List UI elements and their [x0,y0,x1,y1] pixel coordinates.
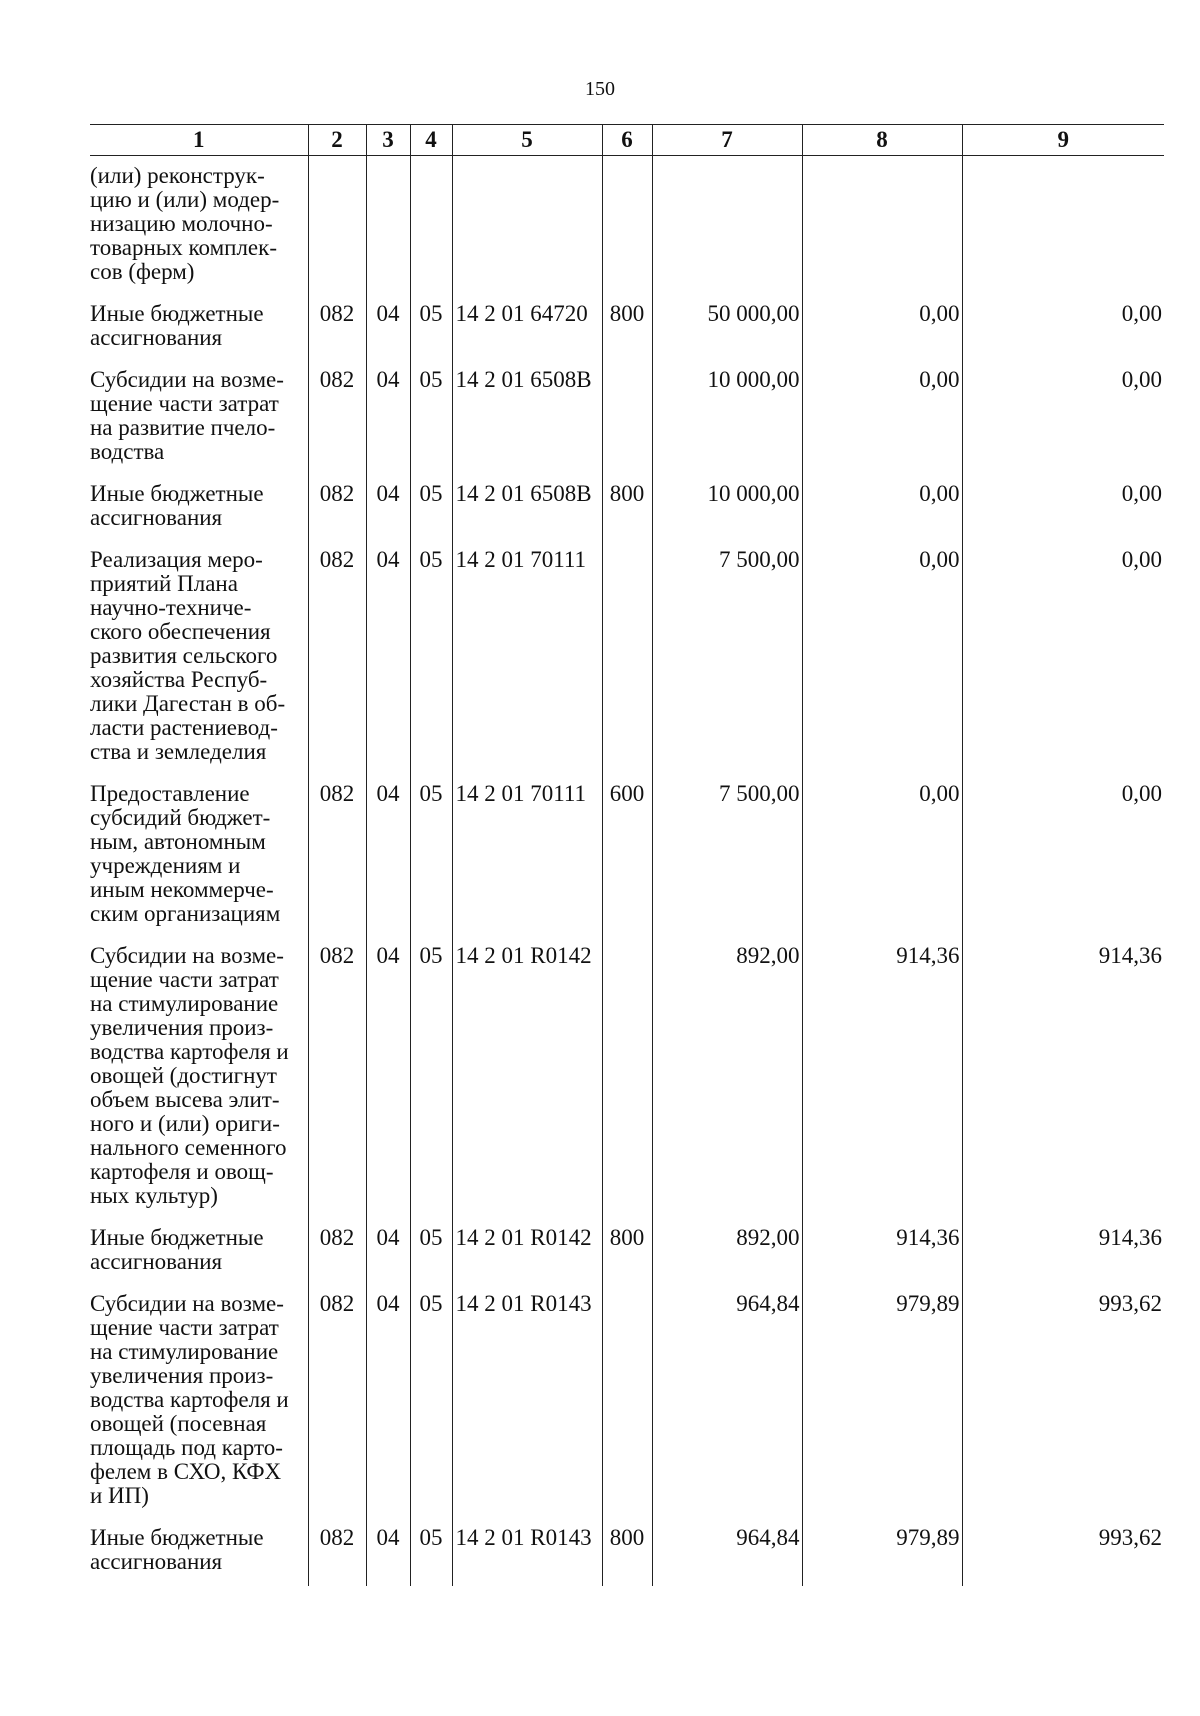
row-name-cell: Иные бюджетные ассигнования [90,1225,264,1274]
section-code-cell: 04 [366,302,410,368]
table-row [90,1292,1164,1526]
row-name-cell: Субсидии на возме- щение части затрат на развитие пчело- водства [90,367,284,464]
amount-cell-8: 0,00 [802,782,962,944]
target-article-cell: 14 2 01 6508В [452,368,602,482]
section-code-cell: 04 [366,548,410,782]
admin-code-cell: 082 [308,1226,366,1292]
column-header: 4 [410,125,452,156]
amount-cell-8: 914,36 [802,1226,962,1292]
amount-cell-7: 964,84 [652,1526,802,1586]
amount-cell-7: 7 500,00 [652,548,802,782]
expense-type-cell: 600 [602,782,652,944]
amount-cell-8: 979,89 [802,1292,962,1526]
subsection-code-cell: 05 [410,302,452,368]
header-row [90,125,1164,156]
amount-cell-7: 964,84 [652,1292,802,1526]
amount-cell-7 [652,156,802,303]
expense-type-cell: 800 [602,482,652,548]
column-header: 8 [802,125,962,156]
column-header: 1 [90,125,308,156]
amount-cell-8: 914,36 [802,944,962,1226]
amount-cell-7: 10 000,00 [652,482,802,548]
amount-cell-9: 993,62 [962,1292,1164,1526]
column-header: 2 [308,125,366,156]
target-article-cell: 14 2 01 R0143 [452,1526,602,1586]
table-row [90,302,1164,368]
expense-type-cell [602,944,652,1226]
page-number: 150 [585,78,615,100]
amount-cell-8: 979,89 [802,1526,962,1586]
amount-cell-9: 0,00 [962,302,1164,368]
table-row [90,782,1164,944]
amount-cell-7: 7 500,00 [652,782,802,944]
row-name-cell: Иные бюджетные ассигнования [90,1525,264,1574]
admin-code-cell: 082 [308,782,366,944]
amount-cell-9: 0,00 [962,368,1164,482]
expense-type-cell: 800 [602,1226,652,1292]
column-header: 9 [962,125,1164,156]
target-article-cell: 14 2 01 70111 [452,548,602,782]
table-row [90,1226,1164,1292]
expense-type-cell [602,156,652,303]
subsection-code-cell: 05 [410,548,452,782]
row-name-cell: (или) реконструк- цию и (или) модер- низацию молочно- товарных комплек- сов (ферм) [90,163,280,284]
expense-type-cell [602,368,652,482]
table-row [90,368,1164,482]
expense-type-cell [602,1292,652,1526]
amount-cell-7: 10 000,00 [652,368,802,482]
amount-cell-7: 892,00 [652,944,802,1226]
section-code-cell: 04 [366,1226,410,1292]
section-code-cell [366,156,410,303]
row-name-cell: Иные бюджетные ассигнования [90,301,264,350]
amount-cell-8: 0,00 [802,302,962,368]
column-header: 3 [366,125,410,156]
amount-cell-9: 0,00 [962,782,1164,944]
amount-cell-8: 0,00 [802,368,962,482]
amount-cell-9: 0,00 [962,548,1164,782]
target-article-cell: 14 2 01 R0142 [452,944,602,1226]
amount-cell-9: 993,62 [962,1526,1164,1586]
target-article-cell [452,156,602,303]
amount-cell-7: 892,00 [652,1226,802,1292]
admin-code-cell: 082 [308,482,366,548]
column-header: 5 [452,125,602,156]
section-code-cell: 04 [366,944,410,1226]
target-article-cell: 14 2 01 R0143 [452,1292,602,1526]
subsection-code-cell: 05 [410,1226,452,1292]
section-code-cell: 04 [366,1292,410,1526]
row-name-cell: Субсидии на возме- щение части затрат на стимулирование увеличения произ- водства картофеля и овощей (посевная площадь под карто- фелем в СХО, КФХ и ИП) [90,1291,289,1508]
table-row [90,482,1164,548]
row-name-cell: Иные бюджетные ассигнования [90,481,264,530]
row-name-cell: Предоставление субсидий бюджет- ным, автономным учреждениям и иным некоммерче- ским организациям [90,781,281,926]
section-code-cell: 04 [366,482,410,548]
budget-table [90,124,1164,1586]
admin-code-cell: 082 [308,1292,366,1526]
expense-type-cell: 800 [602,302,652,368]
subsection-code-cell: 05 [410,1292,452,1526]
row-name-cell: Реализация меро- приятий Плана научно-техниче- ского обеспечения развития сельского хозяйства Респуб- лики Дагестан в об- ласти растениевод- ства и земледелия [90,547,286,764]
amount-cell-9: 0,00 [962,482,1164,548]
table-row [90,944,1164,1226]
section-code-cell: 04 [366,1526,410,1586]
table-row [90,548,1164,782]
admin-code-cell: 082 [308,1526,366,1586]
admin-code-cell: 082 [308,944,366,1226]
subsection-code-cell: 05 [410,782,452,944]
target-article-cell: 14 2 01 70111 [452,782,602,944]
table-row [90,156,1164,303]
expense-type-cell: 800 [602,1526,652,1586]
amount-cell-8 [802,156,962,303]
subsection-code-cell [410,156,452,303]
subsection-code-cell: 05 [410,482,452,548]
admin-code-cell: 082 [308,302,366,368]
section-code-cell: 04 [366,782,410,944]
section-code-cell: 04 [366,368,410,482]
admin-code-cell: 082 [308,548,366,782]
target-article-cell: 14 2 01 64720 [452,302,602,368]
table-row [90,1526,1164,1586]
row-name-cell: Субсидии на возме- щение части затрат на стимулирование увеличения произ- водства картофеля и овощей (достигнут объем высева элит- ного и (или) ориги- нального семенного картофеля и овощ- ных культур) [90,943,289,1208]
subsection-code-cell: 05 [410,1526,452,1586]
amount-cell-8: 0,00 [802,548,962,782]
subsection-code-cell: 05 [410,368,452,482]
amount-cell-9 [962,156,1164,303]
expense-type-cell [602,548,652,782]
target-article-cell: 14 2 01 R0142 [452,1226,602,1292]
target-article-cell: 14 2 01 6508В [452,482,602,548]
amount-cell-9: 914,36 [962,1226,1164,1292]
amount-cell-9: 914,36 [962,944,1164,1226]
amount-cell-7: 50 000,00 [652,302,802,368]
amount-cell-8: 0,00 [802,482,962,548]
admin-code-cell: 082 [308,368,366,482]
subsection-code-cell: 05 [410,944,452,1226]
column-header: 7 [652,125,802,156]
admin-code-cell [308,156,366,303]
column-header: 6 [602,125,652,156]
